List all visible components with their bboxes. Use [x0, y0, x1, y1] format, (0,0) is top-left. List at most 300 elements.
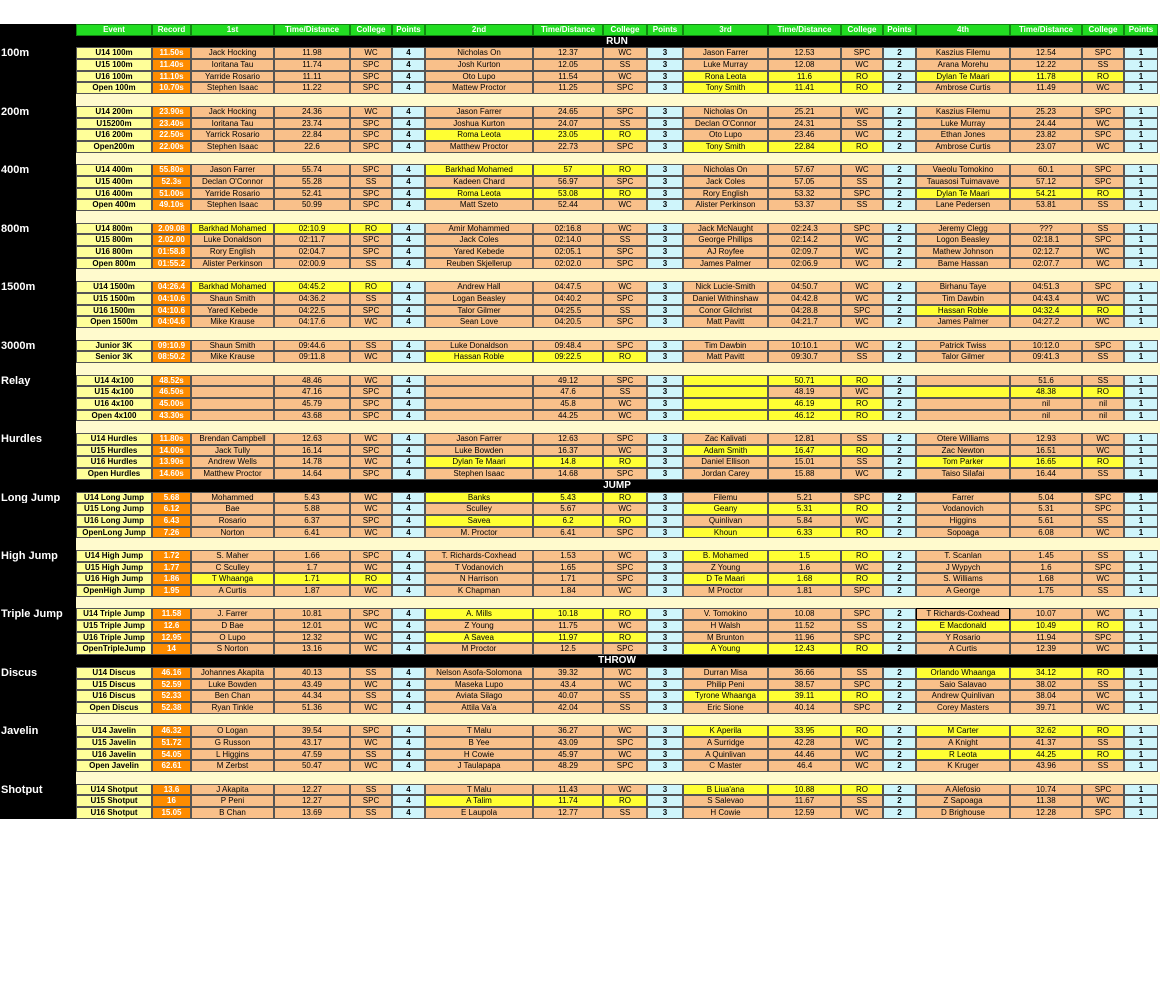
points-value: 4: [392, 573, 425, 585]
result-value: 5.31: [1010, 503, 1082, 515]
college-code: RO: [603, 164, 647, 176]
athlete-name: T Vodanovich: [425, 562, 533, 574]
points-value: 3: [647, 141, 683, 153]
college-code: SPC: [603, 141, 647, 153]
college-code: SS: [841, 351, 883, 363]
points-value: 2: [883, 375, 916, 387]
result-row: [0, 456, 1160, 468]
group-column: [0, 456, 76, 468]
points-value: 1: [1124, 398, 1158, 410]
section-label: JUMP: [76, 480, 1158, 492]
group-column: [0, 714, 76, 726]
college-code: WC: [603, 749, 647, 761]
group-column: [0, 772, 76, 784]
result-value: 02:07.7: [1010, 258, 1082, 270]
result-value: 10.88: [768, 784, 841, 796]
result-value: 13.16: [274, 643, 350, 655]
points-value: 1: [1124, 223, 1158, 235]
points-value: 1: [1124, 59, 1158, 71]
college-code: SPC: [350, 118, 392, 130]
college-code: WC: [350, 643, 392, 655]
result-value: 10.08: [768, 608, 841, 620]
record-value: 2.02.00: [152, 234, 191, 246]
points-value: 4: [392, 176, 425, 188]
college-code: SS: [1082, 199, 1124, 211]
college-code: WC: [350, 375, 392, 387]
result-value: 1.5: [768, 550, 841, 562]
points-value: 3: [647, 351, 683, 363]
result-row: [0, 59, 1160, 71]
athlete-name: D Te Maari: [683, 573, 768, 585]
group-column: [0, 386, 76, 398]
result-value: 52.41: [274, 188, 350, 200]
result-value: 56.97: [533, 176, 603, 188]
result-value: 11.6: [768, 71, 841, 83]
points-value: 1: [1124, 643, 1158, 655]
athlete-name: H Walsh: [683, 620, 768, 632]
points-value: 2: [883, 258, 916, 270]
result-value: 36.27: [533, 725, 603, 737]
result-value: 6.41: [533, 527, 603, 539]
points-value: 4: [392, 550, 425, 562]
college-code: SPC: [603, 106, 647, 118]
points-value: 3: [647, 258, 683, 270]
athlete-name: M Zerbst: [191, 760, 274, 772]
athlete-name: Ambrose Curtis: [916, 82, 1010, 94]
group-column: [0, 421, 76, 433]
group-column: [0, 305, 76, 317]
college-code: SPC: [603, 573, 647, 585]
points-value: 3: [647, 702, 683, 714]
points-value: 1: [1124, 281, 1158, 293]
result-value: 02:02.0: [533, 258, 603, 270]
event-name: U14 100m: [76, 47, 152, 59]
points-value: 3: [647, 749, 683, 761]
result-value: 53.32: [768, 188, 841, 200]
event-name: U14 Triple Jump: [76, 608, 152, 620]
college-code: WC: [1082, 527, 1124, 539]
points-value: 3: [647, 620, 683, 632]
college-code: WC: [350, 760, 392, 772]
result-row: [0, 737, 1160, 749]
college-code: SPC: [1082, 784, 1124, 796]
event-group-label: 200m: [1, 105, 30, 118]
points-value: 1: [1124, 199, 1158, 211]
result-value: 12.63: [274, 433, 350, 445]
athlete-name: E Macdonald: [916, 620, 1010, 632]
athlete-name: A Savea: [425, 632, 533, 644]
college-code: SPC: [841, 305, 883, 317]
points-value: 4: [392, 737, 425, 749]
athlete-name: Mike Krause: [191, 316, 274, 328]
athlete-name: K Aperila: [683, 725, 768, 737]
points-value: 4: [392, 305, 425, 317]
athlete-name: A Talim: [425, 795, 533, 807]
college-code: SS: [350, 667, 392, 679]
athlete-name: [916, 398, 1010, 410]
record-value: 7.26: [152, 527, 191, 539]
result-value: 45.97: [533, 749, 603, 761]
college-code: RO: [1082, 188, 1124, 200]
event-group-label: Javelin: [1, 725, 39, 738]
athlete-name: Luke Murray: [916, 118, 1010, 130]
event-group-label: 400m: [1, 164, 30, 177]
points-value: 3: [647, 223, 683, 235]
college-code: SS: [1082, 468, 1124, 480]
athlete-name: Nicholas On: [425, 47, 533, 59]
record-value: 54.05: [152, 749, 191, 761]
group-column: [0, 82, 76, 94]
result-value: 10.74: [1010, 784, 1082, 796]
result-value: 04:28.8: [768, 305, 841, 317]
points-value: 1: [1124, 807, 1158, 819]
group-column: [0, 503, 76, 515]
result-value: 6.08: [1010, 527, 1082, 539]
result-row: [0, 176, 1160, 188]
college-code: SPC: [1082, 492, 1124, 504]
spacer-row: [0, 363, 1160, 375]
points-value: 3: [647, 737, 683, 749]
points-value: 4: [392, 47, 425, 59]
result-value: 43.4: [533, 679, 603, 691]
result-value: 12.53: [768, 47, 841, 59]
record-value: 49.10s: [152, 199, 191, 211]
points-value: 3: [647, 246, 683, 258]
athlete-name: Ioritana Tau: [191, 59, 274, 71]
event-name: OpenHigh Jump: [76, 585, 152, 597]
points-value: 2: [883, 246, 916, 258]
points-value: 1: [1124, 749, 1158, 761]
athlete-name: Farrer: [916, 492, 1010, 504]
athlete-name: T Whaanga: [191, 573, 274, 585]
athlete-name: A Young: [683, 643, 768, 655]
points-value: 4: [392, 351, 425, 363]
college-code: SPC: [350, 725, 392, 737]
event-name: U14 Discus: [76, 667, 152, 679]
college-code: WC: [350, 492, 392, 504]
result-value: 38.02: [1010, 679, 1082, 691]
athlete-name: Declan O'Connor: [191, 176, 274, 188]
record-value: 15.05: [152, 807, 191, 819]
group-column: [0, 632, 76, 644]
points-value: 1: [1124, 118, 1158, 130]
points-value: 4: [392, 118, 425, 130]
points-value: 1: [1124, 585, 1158, 597]
athlete-name: Matthew Proctor: [425, 141, 533, 153]
college-code: RO: [603, 795, 647, 807]
college-code: SPC: [1082, 164, 1124, 176]
college-code: WC: [841, 234, 883, 246]
event-group-label: Long Jump: [1, 491, 61, 504]
athlete-name: Mike Krause: [191, 351, 274, 363]
athlete-name: K Chapman: [425, 585, 533, 597]
result-row: [0, 234, 1160, 246]
college-code: WC: [350, 562, 392, 574]
athlete-name: Tauasosi Tuimavave: [916, 176, 1010, 188]
college-code: WC: [841, 258, 883, 270]
result-value: 57: [533, 164, 603, 176]
points-value: 2: [883, 749, 916, 761]
record-value: 13.6: [152, 784, 191, 796]
result-row: [0, 679, 1160, 691]
athlete-name: Jack Hocking: [191, 106, 274, 118]
college-code: SPC: [603, 375, 647, 387]
record-value: 52.38: [152, 702, 191, 714]
points-value: 4: [392, 433, 425, 445]
points-value: 3: [647, 199, 683, 211]
college-code: WC: [841, 281, 883, 293]
event-name: U15 400m: [76, 176, 152, 188]
college-code: SS: [841, 795, 883, 807]
points-value: 4: [392, 106, 425, 118]
result-value: 1.68: [1010, 573, 1082, 585]
college-code: SPC: [603, 562, 647, 574]
athlete-name: Luke Bowden: [191, 679, 274, 691]
college-code: WC: [1082, 795, 1124, 807]
record-value: 1.86: [152, 573, 191, 585]
college-code: RO: [1082, 620, 1124, 632]
athlete-name: Z Sapoaga: [916, 795, 1010, 807]
result-value: 43.68: [274, 410, 350, 422]
athlete-name: AJ Royfee: [683, 246, 768, 258]
college-code: SPC: [350, 468, 392, 480]
result-value: 23.07: [1010, 141, 1082, 153]
points-value: 3: [647, 562, 683, 574]
college-code: SPC: [350, 188, 392, 200]
group-column: [0, 515, 76, 527]
points-value: 1: [1124, 456, 1158, 468]
college-code: RO: [1082, 725, 1124, 737]
result-value: 12.39: [1010, 643, 1082, 655]
athlete-name: M Carter: [916, 725, 1010, 737]
points-value: 4: [392, 468, 425, 480]
result-value: nil: [1010, 398, 1082, 410]
college-code: SS: [841, 456, 883, 468]
result-value: 12.43: [768, 643, 841, 655]
points-value: 2: [883, 106, 916, 118]
points-value: 1: [1124, 784, 1158, 796]
athlete-name: L Higgins: [191, 749, 274, 761]
points-value: 2: [883, 305, 916, 317]
athlete-name: Matt Pavitt: [683, 316, 768, 328]
result-row: [0, 246, 1160, 258]
college-code: SPC: [350, 234, 392, 246]
athlete-name: Rosario: [191, 515, 274, 527]
column-header: Event: [76, 24, 152, 36]
result-value: 45.8: [533, 398, 603, 410]
result-value: 11.67: [768, 795, 841, 807]
college-code: SPC: [841, 632, 883, 644]
event-name: U16 800m: [76, 246, 152, 258]
college-code: WC: [841, 316, 883, 328]
points-value: 2: [883, 386, 916, 398]
college-code: SS: [1082, 515, 1124, 527]
result-value: 04:45.2: [274, 281, 350, 293]
result-value: 42.04: [533, 702, 603, 714]
record-value: 04:10.6: [152, 305, 191, 317]
result-value: 04:51.3: [1010, 281, 1082, 293]
result-row: [0, 620, 1160, 632]
points-value: 1: [1124, 351, 1158, 363]
points-value: 4: [392, 562, 425, 574]
college-code: WC: [603, 585, 647, 597]
result-value: 24.44: [1010, 118, 1082, 130]
athlete-name: Tom Parker: [916, 456, 1010, 468]
college-code: SPC: [350, 82, 392, 94]
result-value: 02:14.0: [533, 234, 603, 246]
athlete-name: Sculley: [425, 503, 533, 515]
section-label: THROW: [76, 655, 1158, 667]
athlete-name: Nicholas On: [683, 164, 768, 176]
record-value: 45.00s: [152, 398, 191, 410]
college-code: WC: [350, 503, 392, 515]
athlete-name: P Peni: [191, 795, 274, 807]
athlete-name: A Knight: [916, 737, 1010, 749]
college-code: SS: [1082, 351, 1124, 363]
result-value: 48.19: [768, 386, 841, 398]
result-row: [0, 608, 1160, 620]
result-value: 25.23: [1010, 106, 1082, 118]
column-header: 4th: [916, 24, 1010, 36]
college-code: RO: [841, 375, 883, 387]
result-value: 5.88: [274, 503, 350, 515]
event-name: U14 400m: [76, 164, 152, 176]
record-value: 52.59: [152, 679, 191, 691]
athlete-name: James Palmer: [916, 316, 1010, 328]
athlete-name: Philip Peni: [683, 679, 768, 691]
result-row: [0, 293, 1160, 305]
college-code: WC: [603, 445, 647, 457]
athlete-name: Corey Masters: [916, 702, 1010, 714]
record-value: 11.10s: [152, 71, 191, 83]
group-column: [0, 410, 76, 422]
result-value: 5.67: [533, 503, 603, 515]
result-value: 12.22: [1010, 59, 1082, 71]
points-value: 1: [1124, 164, 1158, 176]
athlete-name: B. Mohamed: [683, 550, 768, 562]
event-name: Open Javelin: [76, 760, 152, 772]
athlete-name: [683, 375, 768, 387]
group-column-header: [0, 24, 76, 36]
college-code: WC: [350, 456, 392, 468]
record-value: 62.61: [152, 760, 191, 772]
college-code: SPC: [350, 59, 392, 71]
points-value: 4: [392, 503, 425, 515]
points-value: 2: [883, 141, 916, 153]
athlete-name: Hassan Roble: [425, 351, 533, 363]
college-code: WC: [841, 749, 883, 761]
record-value: 01:55.2: [152, 258, 191, 270]
points-value: 4: [392, 375, 425, 387]
athlete-name: Geany: [683, 503, 768, 515]
event-name: Open200m: [76, 141, 152, 153]
result-value: 16.14: [274, 445, 350, 457]
points-value: 4: [392, 246, 425, 258]
event-name: Senior 3K: [76, 351, 152, 363]
result-value: 46.12: [768, 410, 841, 422]
group-column: [0, 480, 76, 492]
athlete-name: Alister Perkinson: [191, 258, 274, 270]
event-name: U15 4x100: [76, 386, 152, 398]
result-value: 24.07: [533, 118, 603, 130]
college-code: SPC: [350, 246, 392, 258]
athlete-name: Higgins: [916, 515, 1010, 527]
group-column: [0, 585, 76, 597]
college-code: WC: [350, 433, 392, 445]
athlete-name: Conor Gilchrist: [683, 305, 768, 317]
college-code: SPC: [350, 515, 392, 527]
college-code: RO: [841, 643, 883, 655]
college-code: WC: [603, 667, 647, 679]
college-code: SPC: [350, 129, 392, 141]
event-name: OpenLong Jump: [76, 527, 152, 539]
points-value: 2: [883, 690, 916, 702]
college-code: WC: [1082, 293, 1124, 305]
college-code: WC: [1082, 573, 1124, 585]
athlete-name: Nicholas On: [683, 106, 768, 118]
athlete-name: H Cowie: [683, 807, 768, 819]
event-name: U14 Hurdles: [76, 433, 152, 445]
points-value: 1: [1124, 550, 1158, 562]
result-value: 09:11.8: [274, 351, 350, 363]
athlete-name: V. Tomokino: [683, 608, 768, 620]
points-value: 2: [883, 503, 916, 515]
athlete-name: Stephen Isaac: [191, 82, 274, 94]
result-value: 25.21: [768, 106, 841, 118]
college-code: SPC: [1082, 503, 1124, 515]
athlete-name: Rory English: [683, 188, 768, 200]
points-value: 4: [392, 784, 425, 796]
points-value: 2: [883, 456, 916, 468]
group-column: [0, 316, 76, 328]
result-value: 11.98: [274, 47, 350, 59]
college-code: SS: [841, 118, 883, 130]
event-name: U16 4x100: [76, 398, 152, 410]
athlete-name: Andrew Quinlivan: [916, 690, 1010, 702]
college-code: RO: [841, 527, 883, 539]
spacer-row: [0, 328, 1160, 340]
points-value: 3: [647, 456, 683, 468]
event-name: U15 Discus: [76, 679, 152, 691]
result-value: 1.75: [1010, 585, 1082, 597]
athlete-name: Yarrick Rosario: [191, 129, 274, 141]
athlete-name: Matt Pavitt: [683, 351, 768, 363]
column-header: Points: [647, 24, 683, 36]
result-value: 04:50.7: [768, 281, 841, 293]
athlete-name: Daniel Ellison: [683, 456, 768, 468]
result-value: 12.54: [1010, 47, 1082, 59]
college-code: WC: [350, 351, 392, 363]
result-value: 04:25.5: [533, 305, 603, 317]
athlete-name: Sopoaga: [916, 527, 1010, 539]
college-code: RO: [841, 410, 883, 422]
college-code: WC: [841, 246, 883, 258]
athlete-name: [191, 410, 274, 422]
points-value: 3: [647, 305, 683, 317]
college-code: SPC: [1082, 807, 1124, 819]
event-name: U16 100m: [76, 71, 152, 83]
athlete-name: Attila Va'a: [425, 702, 533, 714]
college-code: SS: [1082, 760, 1124, 772]
athlete-name: Joshua Kurton: [425, 118, 533, 130]
group-column: [0, 445, 76, 457]
college-code: SS: [603, 386, 647, 398]
record-value: 46.32: [152, 725, 191, 737]
points-value: 1: [1124, 386, 1158, 398]
result-row: [0, 632, 1160, 644]
group-column: [0, 153, 76, 165]
record-value: 11.58: [152, 608, 191, 620]
